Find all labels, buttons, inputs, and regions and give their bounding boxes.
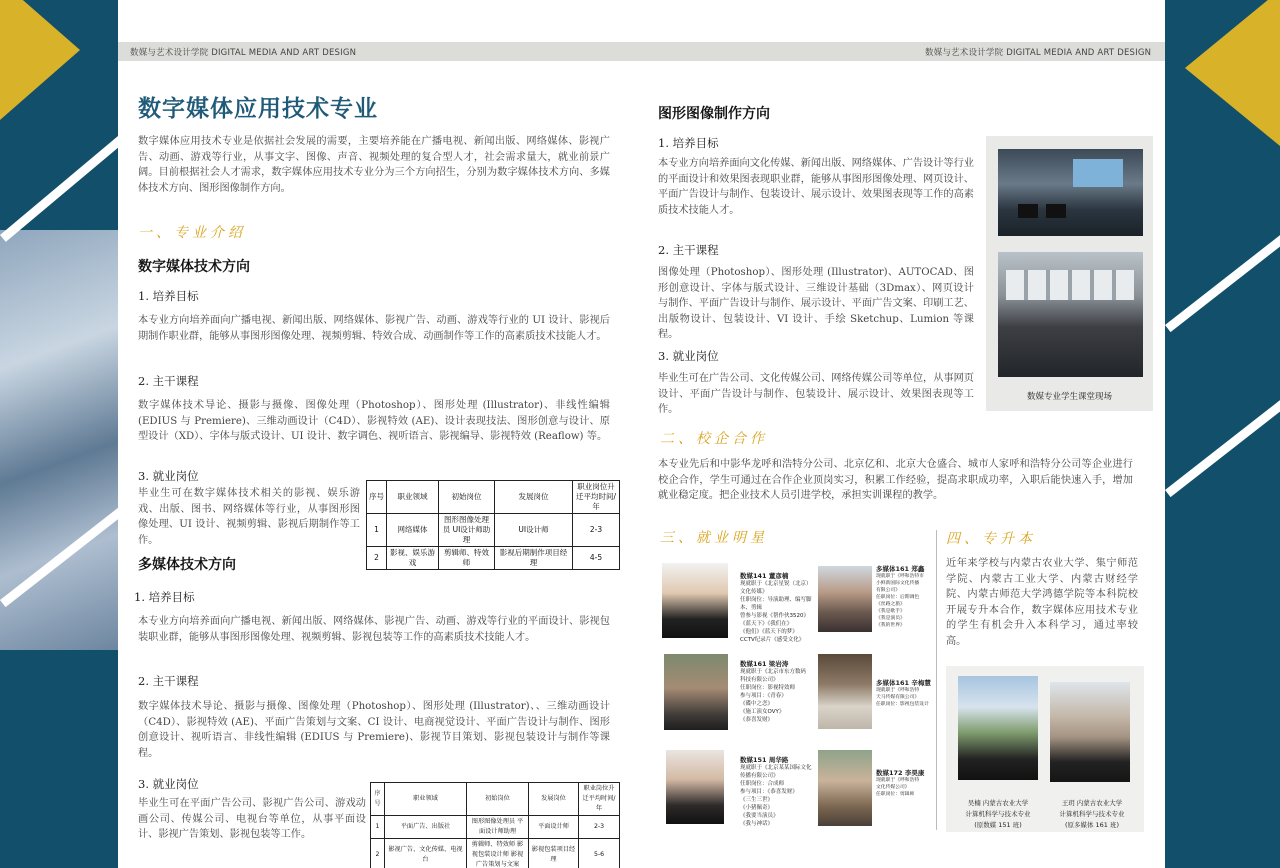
table-cell: 图形图像处理员 平面设计师助理 xyxy=(467,816,529,839)
section2-text: 本专业先后和中影华龙呼和浩特分公司、北京亿和、北京大仓盛合、城市人家呼和浩特分公司等企业进行校企合作，学生可通过在合作企业顶岗实习，积累工作经验，提高求职成功率，入职后能快速入手，增加就业稳定度。把企业技术人员引进学校，承担实训课程的教学。 xyxy=(658,459,1133,501)
star-line: 任职岗位：合成师 xyxy=(740,781,785,787)
dir2-course-text: 数字媒体技术导论、摄影与摄像、图像处理（Photoshop）、图形处理 (Illustrator)、、三维动画设计（C4D）、影视特效 (AE)、平面广告策划与文案、CI 设计、电商视觉设计、平面广告设计与制作、图形创意设计、视听语言、非线性编辑 (EDIUS 与 Premiere)、影视节目策划、影视包装设计与制作等课程。 xyxy=(138,701,610,759)
graduate-caption-2 xyxy=(1042,798,1142,831)
projector-screen xyxy=(1073,159,1123,187)
table-cell: 剪辑师、特效师 影视包装设计师 影视广告策划与文案 xyxy=(467,839,529,868)
star-info xyxy=(740,572,820,644)
dir1-goal-text: 本专业方向培养面向广播电视、新闻出版、网络媒体、影视广告、动画、游戏等行业的 UI 设计、影视后期制作职业群，能够从事图形图像处理、视频剪辑、特效合成、动画制作等工作的高素质技术技能人才。 xyxy=(138,315,610,342)
table-cell: 影视、娱乐游戏 xyxy=(387,547,439,570)
star-photo xyxy=(666,750,724,824)
table-cell: 1 xyxy=(367,514,387,547)
left-stripe xyxy=(0,126,118,242)
caption-line: 王玥 内蒙古农业大学 xyxy=(1061,799,1123,807)
dir2-job-heading: 3. 就业岗位 xyxy=(138,777,199,791)
table-cell: 1 xyxy=(371,816,385,839)
table-cell: 2 xyxy=(367,547,387,570)
classroom-photo-1 xyxy=(998,149,1143,236)
table-header-cell: 职业领域 xyxy=(387,481,439,514)
table-header-cell: 发展岗位 xyxy=(529,783,579,816)
star-line: 《蓝天下》《我们在》 xyxy=(740,621,793,627)
star-line: 现就职于《北京市东方数码 xyxy=(740,669,807,675)
star-line: 本、剪辑 xyxy=(740,605,763,611)
table-cell: 平面广告、出版社 xyxy=(385,816,467,839)
table-header-cell: 序号 xyxy=(371,783,385,816)
star-photo xyxy=(818,566,872,632)
star-line: 《我的世界》 xyxy=(876,623,905,628)
star-line: 《施工演女OVY》 xyxy=(740,709,785,715)
table-header-row xyxy=(371,783,620,816)
dir1-course-text: 数字媒体技术导论、摄影与摄像、图像处理（Photoshop）、图形处理 (Illustrator)、非线性编辑 (EDIUS 与 Premiere)、三维动画设计（C4D）、影视特效 (AE)、设计表现技法、图形创意与设计、原型设计（XD）、字体与版式设计、UI 设计、数字调色、视听语言、影视编导、影视特效 (Reaflow) 等。 xyxy=(138,400,610,442)
dir1-job-heading: 3. 就业岗位 xyxy=(138,469,199,483)
star-info xyxy=(740,756,820,828)
table-cell: 网络媒体 xyxy=(387,514,439,547)
table-cell: 2-3 xyxy=(579,816,620,839)
dir1-job-text: 毕业生可在数字媒体技术相关的影视、娱乐游戏、出版、图书、网络媒体等行业，从事图形图像处理、UI 设计、视频剪辑、影视后期制作等工作。 xyxy=(138,488,360,546)
section4-title: 四、专升本 xyxy=(946,531,1036,547)
star-line: 曾参与影视《帮作伙3520》 xyxy=(740,613,809,619)
star-line: 参与项目：《青春》 xyxy=(740,693,787,699)
intro-paragraph: 数字媒体应用技术专业是依据社会发展的需要，主要培养能在广播电视、新闻出版、网络媒体、影视广告、动画、游戏等行业，从事文字、图像、声音、视频处理的复合型人才，社会需求量大，就业前景广阔。目前根据社会人才需求，数字媒体应用技术专业分为三个方向招生，分别为数字媒体技术方向、多媒体技术方向、图形图像制作方向。 xyxy=(138,136,610,194)
star-name: 数媒141 董彦楠 xyxy=(740,572,789,580)
dir3-course-heading: 2. 主干课程 xyxy=(658,243,719,257)
star-line: 任职岗位：影视特效师 xyxy=(740,685,796,691)
star-line: 《三生三世》 xyxy=(740,797,774,803)
star-line: 现就职于《北京某某国际文化 xyxy=(740,765,812,771)
dir3-job-heading: 3. 就业岗位 xyxy=(658,349,719,363)
classroom-photo-caption: 数媒专业学生课堂现场 xyxy=(1026,392,1112,402)
star-line: 参与项目：《恭喜发财》 xyxy=(740,789,798,795)
star-line: 《恭喜发财》 xyxy=(740,717,774,723)
caption-line: (原数媒 151 班) xyxy=(974,821,1022,829)
table-header-cell: 发展岗位 xyxy=(495,481,573,514)
table-header-cell: 初始岗位 xyxy=(467,783,529,816)
right-stripe xyxy=(1165,214,1280,332)
section2-title: 二、校企合作 xyxy=(660,431,768,447)
graduate-photo-2 xyxy=(1050,682,1130,782)
star-line: 小鲜新国际文化传播 xyxy=(876,581,920,586)
left-gold-triangle xyxy=(0,0,80,120)
star-line: 现就职于《北京星锐（北京） xyxy=(740,581,812,587)
dir3-title: 图形图像制作方向 xyxy=(658,106,770,122)
table-cell: 4-5 xyxy=(573,547,620,570)
star-name: 数媒151 周华路 xyxy=(740,756,789,764)
star-info xyxy=(876,680,936,708)
star-info xyxy=(740,660,820,724)
star-name: 多媒体161 辛梅慧 xyxy=(876,679,931,687)
dir2-job-text: 毕业生可在平面广告公司、影视广告公司、游戏动画公司、传媒公司、电视台等单位，从事平面设计、影视广告策划、影视包装等工作。 xyxy=(138,798,366,840)
table-row xyxy=(371,816,620,839)
star-photo xyxy=(818,750,872,826)
classroom-windows xyxy=(1006,270,1134,300)
table-cell: 5-6 xyxy=(579,839,620,868)
monitor xyxy=(1018,204,1038,218)
graduate-photo-1 xyxy=(958,676,1038,780)
caption-line: 计算机科学与技术专业 xyxy=(1059,810,1125,818)
graduate-photo-frame xyxy=(946,666,1144,832)
graduate-caption-1 xyxy=(946,798,1050,831)
star-line: 《我与神话》 xyxy=(740,821,774,827)
star-line: 现就职于《呼和浩特 xyxy=(876,778,920,783)
caption-line: 吴楠 内蒙古农业大学 xyxy=(967,799,1029,807)
star-info xyxy=(876,566,936,629)
column-divider xyxy=(936,530,937,830)
star-line: 传播有限公司》 xyxy=(740,773,779,779)
dir3-goal-heading: 1. 培养目标 xyxy=(658,136,719,150)
section3-title: 三、就业明星 xyxy=(660,530,768,546)
star-line: 《丝路之旅》 xyxy=(876,602,905,607)
table-cell: UI设计师 xyxy=(495,514,573,547)
header-right-text: 数媒与艺术设计学院 DIGITAL MEDIA AND ART DESIGN xyxy=(925,48,1152,58)
table-header-cell: 职业领域 xyxy=(385,783,467,816)
table-cell: 图形图像处理员 UI设计师助理 xyxy=(439,514,495,547)
classroom-photo-frame xyxy=(986,136,1153,411)
table-header-cell: 职业岗位升迁平均时间/年 xyxy=(579,783,620,816)
dir2-goal-text: 本专业方向培养面向广播电视、新闻出版、网络媒体、影视广告、动画、游戏等行业的平面设计、影视包装职业群，能够从事图形图像处理、视频剪辑、影视包装等工作的高素质技术技能人才。 xyxy=(138,616,610,643)
section1-title: 一、专业介绍 xyxy=(138,225,246,241)
dir2-course-heading: 2. 主干课程 xyxy=(138,674,199,688)
star-line: 有限公司》 xyxy=(876,588,900,593)
header-left-text: 数媒与艺术设计学院 DIGITAL MEDIA AND ART DESIGN xyxy=(130,48,357,58)
star-line: 现就职于《呼和浩特市 xyxy=(876,574,924,579)
star-line: 任职岗位：影视包装设计 xyxy=(876,702,929,707)
dir2-title: 多媒体技术方向 xyxy=(138,557,236,573)
star-name: 多媒体161 郑鑫 xyxy=(876,565,925,573)
table-cell: 影视后期制作项目经理 xyxy=(495,547,573,570)
table-cell: 影视广告、文化传媒、电视台 xyxy=(385,839,467,868)
star-line: 任职岗位：后期调色 xyxy=(876,595,920,600)
dir1-title: 数字媒体技术方向 xyxy=(138,259,250,275)
section4-text: 近年来学校与内蒙古农业大学、集宁师范学院、内蒙古工业大学、内蒙古财经学院、内蒙古师范大学鸿德学院等本科院校开展专升本合作，数字媒体应用技术专业的学生有机会升入本科学习，通过率较高。 xyxy=(946,558,1138,647)
table-header-cell: 初始岗位 xyxy=(439,481,495,514)
caption-line: (原多媒体 161 班) xyxy=(1064,821,1120,829)
dir3-course-text: 图像处理（Photoshop）、图形处理 (Illustrator)、AUTOCAD、图形创意设计、字体与版式设计、三维设计基础（3Dmax）、网页设计与制作、平面广告设计与制作、展示设计、平面广告文案、印刷工艺、出版物设计、包装设计、VI 设计、手绘 Sketchup、Lumion 等课程。 xyxy=(658,267,974,340)
table-cell: 平面设计师 xyxy=(529,816,579,839)
table-row xyxy=(371,839,620,868)
star-name: 数媒161 梁岩涛 xyxy=(740,660,789,668)
star-line: 《我要当演员》 xyxy=(740,813,779,819)
star-line: 《我是演员》 xyxy=(876,616,905,621)
table-header-row xyxy=(367,481,620,514)
table-cell: 2-3 xyxy=(573,514,620,547)
table-cell: 影视包装项目经理 xyxy=(529,839,579,868)
table-header-cell: 序号 xyxy=(367,481,387,514)
star-photo xyxy=(818,654,872,729)
star-name: 数媒172 李昊康 xyxy=(876,769,925,777)
table-cell: 剪辑师、特效师 xyxy=(439,547,495,570)
left-decor-panel xyxy=(0,0,118,868)
table-row xyxy=(367,547,620,570)
star-line: 现就职于《呼和浩特 xyxy=(876,688,920,693)
star-info xyxy=(876,770,936,798)
table-row xyxy=(367,514,620,547)
star-line: CCTV纪录片《感受文化》 xyxy=(740,637,805,643)
table-header-cell: 职业岗位升迁平均时间/年 xyxy=(573,481,620,514)
star-line: 《碟中之恋》 xyxy=(740,701,774,707)
star-photo xyxy=(662,563,728,638)
monitor xyxy=(1046,204,1066,218)
star-line: 文化传媒公司》 xyxy=(876,785,910,790)
star-line: 《他们》《蓝天下的梦》 xyxy=(740,629,798,635)
star-line: 《我是歌手》 xyxy=(876,609,905,614)
star-line: 任职岗位：导演助理、编写脚 xyxy=(740,597,812,603)
table-cell: 2 xyxy=(371,839,385,868)
star-line: 天马传媒有限公司》 xyxy=(876,695,920,700)
dir2-goal-heading: 1. 培养目标 xyxy=(134,590,195,604)
right-gold-triangle xyxy=(1185,0,1280,146)
dir3-goal-text: 本专业方向培养面向文化传媒、新闻出版、网络媒体、广告设计等行业的平面设计和效果图表现职业群，能够从事图形图像处理、网页设计、平面广告设计与制作、包装设计、展示设计、效果图表现等工作的高素质技术技能人才。 xyxy=(658,158,974,216)
star-line: 科技有限公司》 xyxy=(740,677,779,683)
right-decor-panel xyxy=(1165,0,1280,868)
right-stripe xyxy=(1165,379,1280,497)
classroom-photo-2 xyxy=(998,252,1143,377)
dir1-career-table xyxy=(366,480,620,570)
star-photo xyxy=(664,654,728,730)
star-line: 文化传媒》 xyxy=(740,589,768,595)
dir2-career-table xyxy=(370,782,620,868)
caption-line: 计算机科学与技术专业 xyxy=(965,810,1031,818)
dir3-job-text: 毕业生可在广告公司、文化传媒公司、网络传媒公司等单位，从事网页设计、平面广告设计与制作、包装设计、展示设计、效果图表现等工作。 xyxy=(658,373,974,415)
star-line: 任职岗位：剪辑师 xyxy=(876,792,915,797)
page-title: 数字媒体应用技术专业 xyxy=(138,96,378,122)
dir1-course-heading: 2. 主干课程 xyxy=(138,374,199,388)
dir1-goal-heading: 1. 培养目标 xyxy=(138,289,199,303)
star-line: 《小猪佩奇》 xyxy=(740,805,774,811)
